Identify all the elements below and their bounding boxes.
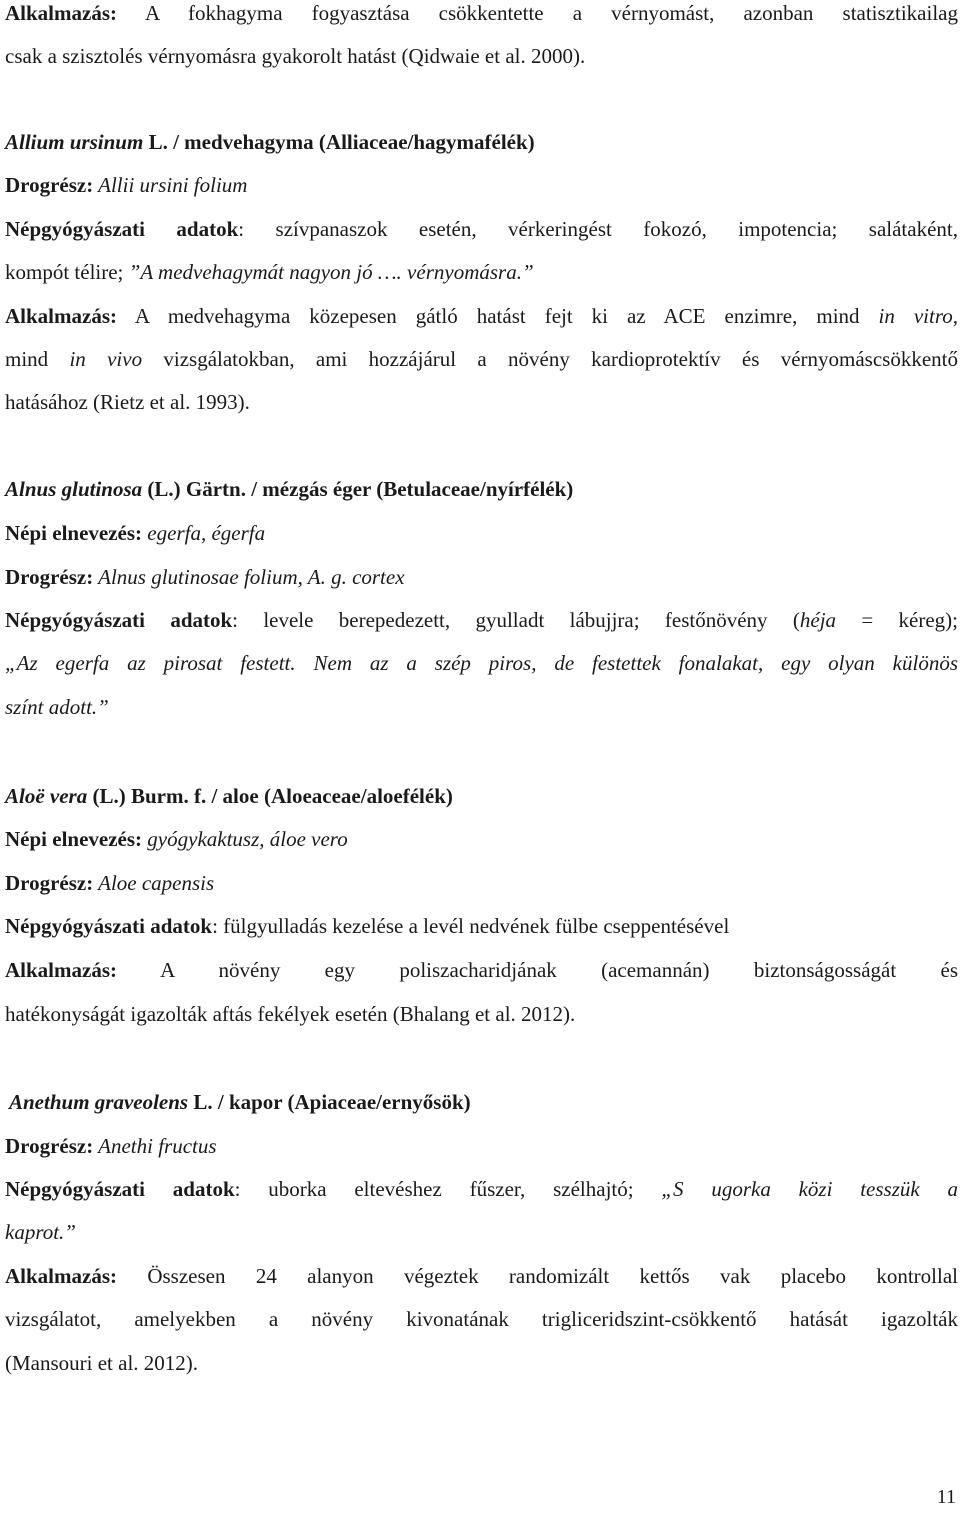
text-run: Népgyógyászati adatok: [5, 217, 239, 241]
text-line: [5, 389, 958, 415]
text-run: Népi elnevezés:: [5, 521, 143, 545]
text-line: [5, 1263, 958, 1289]
text-run: Alkalmazás:: [5, 1264, 117, 1288]
text-line: [5, 870, 958, 896]
text-run: Alkalmazás:: [5, 1, 117, 25]
text-run: vizsgálatot, amelyekben a növény kivonatának trigliceridszint-csökkentő hatását igazolták: [5, 1307, 958, 1331]
text-run: „Az egerfa az pirosat festett. Nem az a szép piros, de festettek fonalakat, egy olyan különös: [5, 651, 958, 675]
text-run: „S ugorka közi tesszük a: [661, 1177, 959, 1201]
text-run: Anethum graveolens: [9, 1090, 189, 1114]
text-line: [5, 564, 958, 590]
text-run: : levele berepedezett, gyulladt lábujjra; festőnövény (: [232, 608, 800, 632]
text-run: vizsgálatokban, ami hozzájárul a növény kardioprotektív és vérnyomáscsökkentő: [142, 347, 958, 371]
text-run: Alkalmazás:: [5, 304, 117, 328]
section-heading: [9, 1089, 958, 1115]
text-line: [5, 1350, 958, 1376]
text-run: Allii ursini folium: [93, 173, 248, 197]
text-run: Összesen 24 alanyon végeztek randomizált kettős vak placebo kontrollal: [117, 1264, 958, 1288]
text-run: mind: [5, 347, 70, 371]
text-line: [5, 520, 958, 546]
text-run: Alnus glutinosae folium, A. g. cortex: [93, 565, 405, 589]
text-line: [5, 303, 958, 329]
text-line: [5, 172, 958, 198]
section-heading: [5, 476, 958, 502]
text-line: [5, 1001, 958, 1027]
section-heading: [5, 129, 958, 155]
text-run: Népgyógyászati adatok: [5, 1177, 235, 1201]
text-run: = kéreg);: [836, 608, 958, 632]
text-run: Allium ursinum: [5, 130, 144, 154]
text-run: in vivo: [69, 347, 143, 371]
text-run: Drogrész:: [5, 1134, 94, 1158]
text-line: [5, 0, 958, 26]
text-run: Drogrész:: [5, 565, 94, 589]
text-line: [5, 957, 958, 983]
text-run: hatásához (Rietz et al. 1993).: [5, 390, 250, 414]
text-line: [5, 1133, 958, 1159]
text-run: Alnus glutinosa: [5, 477, 143, 501]
text-line: [5, 259, 958, 285]
text-line: [5, 346, 958, 372]
text-run: A növény egy poliszacharidjának (acemannán) biztonságosságát és: [117, 958, 958, 982]
page-number: 11: [936, 1486, 956, 1508]
text-line: [5, 607, 958, 633]
text-run: Aloë vera: [5, 784, 88, 808]
text-line: [5, 694, 958, 720]
text-line: [5, 43, 958, 69]
text-line: [5, 1306, 958, 1332]
text-run: Népi elnevezés:: [5, 827, 143, 851]
section-heading: [5, 783, 958, 809]
text-run: : uborka eltevéshez fűszer, szélhajtó;: [234, 1177, 662, 1201]
text-run: hatékonyságát igazolták aftás fekélyek esetén (Bhalang et al. 2012).: [5, 1002, 576, 1026]
text-run: Alkalmazás:: [5, 958, 117, 982]
text-line: [5, 913, 958, 939]
text-run: (Mansouri et al. 2012).: [5, 1351, 199, 1375]
text-run: Népgyógyászati adatok: [5, 608, 233, 632]
text-run: (L.) Gärtn. / mézgás éger (Betulaceae/nyírfélék): [142, 477, 574, 501]
text-run: Népgyógyászati adatok: [5, 914, 213, 938]
text-run: egerfa, égerfa: [142, 521, 266, 545]
text-run: Anethi fructus: [93, 1134, 217, 1158]
text-run: csak a szisztolés vérnyomásra gyakorolt hatást (Qidwaie et al. 2000).: [5, 44, 586, 68]
text-run: kaprot.”: [5, 1220, 76, 1244]
text-line: [5, 826, 958, 852]
text-run: : szívpanaszok esetén, vérkeringést fokozó, impotencia; salátaként,: [238, 217, 958, 241]
text-run: Drogrész:: [5, 173, 94, 197]
text-run: L. / kapor (Apiaceae/ernyősök): [188, 1090, 471, 1114]
text-run: A fokhagyma fogyasztása csökkentette a vérnyomást, azonban statisztikailag: [117, 1, 958, 25]
text-run: ,: [952, 304, 958, 328]
text-line: [5, 1176, 958, 1202]
text-run: színt adott.”: [5, 695, 109, 719]
text-line: [5, 650, 958, 676]
text-run: kompót télire;: [5, 260, 129, 284]
text-run: héja: [799, 608, 837, 632]
text-run: A medvehagyma közepesen gátló hatást fejt ki az ACE enzimre, mind: [117, 304, 879, 328]
text-run: (L.) Burm. f. / aloe (Aloeaceae/aloefélék): [87, 784, 453, 808]
text-run: : fülgyulladás kezelése a levél nedvének fülbe cseppentésével: [212, 914, 730, 938]
text-line: [5, 216, 958, 242]
text-run: Drogrész:: [5, 871, 94, 895]
text-line: [5, 1219, 958, 1245]
text-run: gyógykaktusz, áloe vero: [142, 827, 348, 851]
text-run: ”A medvehagymát nagyon jó …. vérnyomásra.”: [128, 260, 534, 284]
text-run: Aloe capensis: [93, 871, 215, 895]
text-run: in vitro: [878, 304, 953, 328]
text-run: L. / medvehagyma (Alliaceae/hagymafélék): [143, 130, 535, 154]
